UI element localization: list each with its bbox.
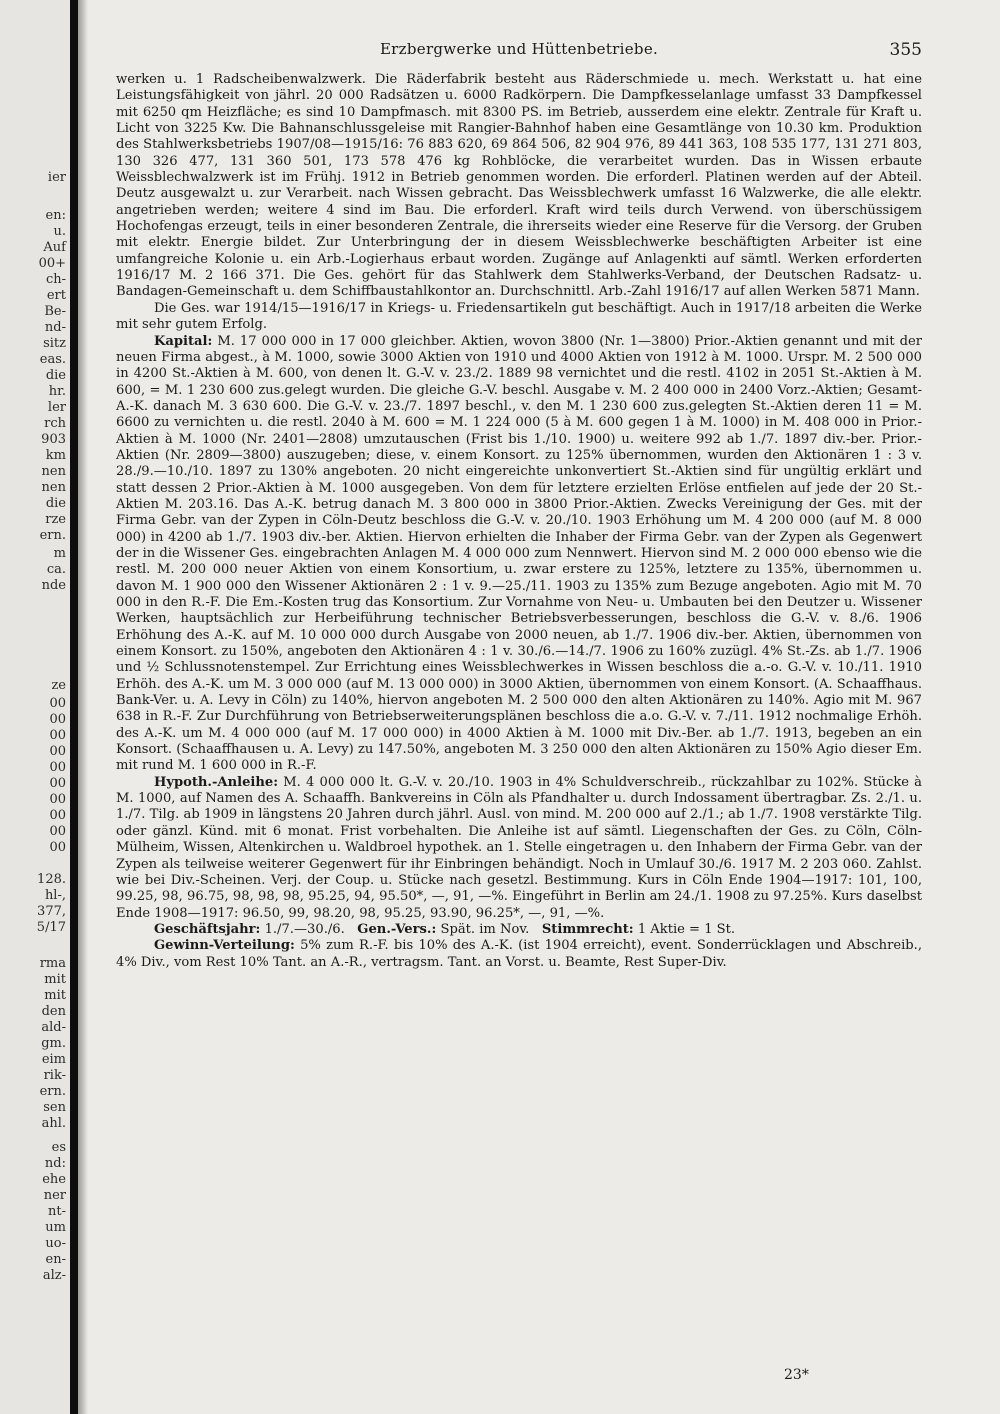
running-header [116, 40, 922, 64]
margin-fragment: 00 [49, 792, 66, 807]
margin-fragment: 377, [37, 904, 66, 919]
margin-fragment: rma [39, 956, 66, 971]
paragraph-text: M. 17 000 000 in 17 000 gleichber. Aktien, wovon 3800 (Nr. 1—3800) Prior.-Aktien genannt und mit der neuen Firma abgest., à M. 1000, sowie 3000 Aktien von 1910 und 4000 Aktien von 1912 à M. 1000. Urspr. M. 2 500 000 in 4200 St.-Aktien à M. 600, von denen lt. G.-V. v. 23./2. 1889 98 vernichtet und die restl. 4102 in 2051 St.-Aktien à M. 600, = M. 1 230 600 zus.gelegt wurden. Die gleiche G.-V. beschl. Ausgabe v. M. 2 400 000 in 2400 Vorz.-Aktien; Gesamt-A.-K. danach M. 3 630 600. Die G.-V. v. 23./7. 1897 beschl., v. den M. 1 230 600 zus.gelegten St.-Aktien deren 11 = M. 6600 zu vernichten u. die restl. 2040 à M. 600 = M. 1 224 000 (5 à M. 600 gegen 1 à M. 1000) in M. 408 000 in Prior.-Aktien à M. 1000 (Nr. 2401—2808) umzutauschen (Frist bis 1./10. 1900) u. weitere 992 ab 1./7. 1897 div.-ber. Prior.-Aktien (Nr. 2809—3800) auszugeben; diese, v. einem Konsort. zu 125% übernommen, wurden den Aktionären 1 : 3 v. 28./9.—10./10. 1897 zu 130% angeboten. 20 nicht eingereichte unkonvertiert St.-Aktien sind für ungültig erklärt und statt dessen 2 Prior.-Aktien à M. 1000 ausgegeben. Von dem für letztere erzielten Erlöse entfielen auf jede der 20 St.-Aktien M. 203.16. Das A.-K. betrug danach M. 3 800 000 in 3800 Prior.-Aktien. Zwecks Vereinigung der Ges. mit der Firma Gebr. van der Zypen in Cöln-Deutz beschloss die G.-V. v. 20./10. 1903 Erhöhung um M. 4 200 000 (auf M. 8 000 000) in 4200 ab 1./7. 1903 div.-ber. Aktien. Hiervon erhielten die Inhaber der Firma Gebr. van der Zypen als Gegenwert der in die Wissener Ges. eingebrachten Anlagen M. 4 000 000 zum Nennwert. Hiervon sind M. 2 000 000 ebenso wie die restl. M. 200 000 neuer Aktien von einem Konsortium, u. zwar erstere zu 125%, letztere zu 135%, übernommen u. davon M. 1 900 000 den Wissener Aktionären 2 : 1 v. 9.—25./11. 1903 zu 135% zum Bezuge angeboten. Agio mit M. 70 000 in den R.-F. Die Em.-Kosten trug das Konsortium. Zur Vornahme von Neu- u. Umbauten bei den Deutzer u. Wissener Werken, hauptsächlich zur Herbeiführung technischer Betriebsverbesserungen, beschloss die G.-V. v. 8./6. 1906 Erhöhung des A.-K. auf M. 10 000 000 durch Ausgabe von 2000 neuen, ab 1./7. 1906 div.-ber. Aktien, übernommen von einem Konsort. zu 150%, angeboten den Aktionären 4 : 1 v. 30./6.—14./7. 1906 zu 160% zuzügl. 4% St.-Zs. ab 1./7. 1906 und ½ Schlussnotenstempel. Zur Errichtung eines Weissblechwerkes in Wissen beschloss die a.-o. G.-V. v. 10./11. 1910 Erhöh. des A.-K. um M. 3 000 000 (auf M. 13 000 000) in 3000 Aktien, übernommen von einem Konsort. (A. Schaaffhaus. Bank-Ver. u. A. Levy in Cöln) zu 140%, hiervon angeboten M. 2 500 000 den alten Aktionären zu 140%. Agio mit M. 967 638 in R.-F. Zur Durchführung von Betriebserweiterungsplänen beschloss die a.o. G.-V. v. 7./11. 1912 nochmalige Erhöh. des A.-K. um M. 4 000 000 (auf M. 17 000 000) in 4000 Aktien à M. 1000 mit Div.-Ber. ab 1./7. 1913, begeben an ein Konsort. (Schaaffhausen u. A. Levy) zu 147.50%, angeboten M. 3 250 000 den alten Aktionären zu 150% Agio dieser Em. mit rund M. 1 600 000 in R.-F. [116, 333, 922, 774]
margin-fragment: sitz [43, 336, 66, 351]
margin-fragment: Auf [43, 240, 66, 255]
margin-fragment: 00+ [38, 256, 66, 271]
margin-fragment: die [45, 496, 66, 511]
margin-fragment: sen [43, 1100, 66, 1115]
margin-fragment: 00 [49, 696, 66, 711]
paragraph-employment [116, 301, 922, 334]
margin-fragment: nd- [44, 320, 66, 335]
section-lead-hypothek: Hypoth.-Anleihe: [154, 774, 279, 790]
paragraph-kapital [116, 334, 922, 775]
margin-fragment: 00 [49, 824, 66, 839]
margin-fragment: 00 [49, 760, 66, 775]
paragraph-text: Spät. im Nov. [440, 921, 530, 937]
section-lead-geschaeftsjahr: Geschäftsjahr: [154, 921, 261, 937]
margin-fragment: ner [43, 1188, 66, 1203]
margin-fragment: 128. [37, 872, 66, 887]
margin-fragment: 00 [49, 712, 66, 727]
margin-fragment: eim [41, 1052, 66, 1067]
page-content [116, 40, 922, 971]
margin-fragment: uo- [45, 1236, 66, 1251]
paragraph-works [116, 72, 922, 301]
paragraph-text: 5% zum R.-F. bis 10% des A.-K. (ist 1904 erreicht), event. Sonderrücklagen und Abschreib., 4% Div., vom Rest 10% Tant. an A.-R., vertragsm. Tant. an Vorst. u. Beamte, Rest Super-Div. [116, 938, 922, 970]
margin-fragment: 00 [49, 728, 66, 743]
paragraph-text: werken u. 1 Radscheibenwalzwerk. Die Räderfabrik besteht aus Räderschmiede u. mech. Werkstatt u. hat eine Leistungsfähigkeit von jährl. 20 000 Radsätzen u. 6000 Radkörpern. Die Dampfkesselanlage umfasst 33 Dampfkessel mit 6250 qm Heizfläche; es sind 10 Dampfmasch. mit 8300 PS. im Betrieb, ausserdem eine elektr. Zentrale für Kraft u. Licht von 3225 Kw. Die Bahnanschlussgeleise mit Rangier-Bahnhof haben eine Gesamtlänge von 10.30 km. Produktion des Stahlwerksbetriebs 1907/08—1915/16: 76 883 620, 69 864 506, 82 904 976, 89 441 363, 108 535 177, 131 271 803, 130 326 477, 131 360 501, 173 578 476 kg Rohblöcke, die verarbeitet wurden. Das in Wissen erbaute Weissblechwalzwerk ist im Frühj. 1912 in Betrieb genommen worden. Die erforderl. Platinen werden auf der Abteil. Deutz ausgewalzt u. zur Verarbeit. nach Wissen gebracht. Das Weissblechwerk umfasst 16 Walzwerke, die alle elektr. angetrieben werden; weitere 4 sind im Bau. Die erforderl. Kraft wird teils durch Verwend. von überschüssigem Hochofengas erzeugt, teils in einer besonderen Zentrale, die ihrerseits wieder eine Reserve für die Versorg. der Gruben mit elektr. Energie bildet. Zur Unterbringung der in diesem Weissblechwerke beschäftigten Arbeiter ist eine umfangreiche Kolonie u. ein Arb.-Logierhaus erbaut worden. Zugänge auf Anlagenkti auf sämtl. Werken erforderten 1916/17 M. 2 166 371. Die Ges. gehört für das Stahlwerk dem Stahlwerks-Verband, der Deutschen Radsatz- u. Bandagen-Gemeinschaft u. dem Schiffbaustahlkontor an. Durchschnittl. Arb.-Zahl 1916/17 auf allen Werken 5871 Mann. [116, 72, 922, 300]
margin-fragment: 5/17 [36, 920, 66, 935]
margin-fragment: km [45, 448, 66, 463]
page-number: 355 [889, 40, 922, 60]
margin-fragment: ahl. [41, 1116, 66, 1131]
margin-fragment: hr. [48, 384, 66, 399]
margin-fragment: alz- [42, 1268, 66, 1283]
margin-fragment: ert [46, 288, 66, 303]
margin-fragment: ze [51, 678, 66, 693]
margin-fragment: ern. [39, 528, 66, 543]
margin-fragment: nd: [44, 1156, 66, 1171]
margin-fragment: ch- [45, 272, 66, 287]
margin-fragment: 00 [49, 840, 66, 855]
margin-fragment: die [45, 368, 66, 383]
paragraph-hypothek [116, 775, 922, 922]
margin-fragment: mit [44, 972, 66, 987]
margin-fragment: m [53, 546, 66, 561]
paragraph-text: Die Ges. war 1914/15—1916/17 in Kriegs- u. Friedensartikeln gut beschäftigt. Auch in 1917/18 arbeiten die Werke mit sehr gutem Erfolg. [116, 300, 922, 333]
margin-fragment: ald- [41, 1020, 66, 1035]
paragraph-text: 1./7.—30./6. [264, 921, 345, 937]
margin-fragment: ehe [42, 1172, 66, 1187]
margin-fragment: ca. [46, 562, 66, 577]
margin-fragment: rch [44, 416, 66, 431]
paragraph-text: M. 4 000 000 lt. G.-V. v. 20./10. 1903 in 4% Schuldverschreib., rückzahlbar zu 102%. Stücke à M. 1000, auf Namen des A. Schaaffh. Bankvereins in Cöln als Pfandhalter u. durch Indossament übertragbar. Zs. 2./1. u. 1./7. Tilg. ab 1909 in längstens 20 Jahren durch jährl. Ausl. von mind. M. 200 000 auf 2./1.; ab 1./7. 1908 verstärkte Tilg. oder gänzl. Künd. mit 6 monat. Frist vorbehalten. Die Anleihe ist auf sämtl. Liegenschaften der Ges. zu Cöln, Cöln-Mülheim, Wissen, Altenkirchen u. Waldbroel hypothek. an 1. Stelle eingetragen u. den Inhabern der Firma Gebr. van der Zypen als teilweise weiterer Gegenwert für ihr Einbringen behändigt. Noch in Umlauf 30./6. 1917 M. 2 203 060. Zahlst. wie bei Div.-Scheinen. Verj. der Coup. u. Stücke nach gesetzl. Bestimmung. Kurs in Cöln Ende 1904—1917: 101, 100, 99.25, 98, 96.75, 98, 98, 98, 95.25, 94, 95.50*, —, 91, —%. Eingeführt in Berlin am 24./1. 1908 zu 97.25%. Kurs daselbst Ende 1908—1917: 96.50, 99, 98.20, 98, 95.25, 93.90, 96.25*, —, 91, —%. [116, 774, 922, 921]
body-text [116, 72, 922, 971]
margin-fragment: gm. [41, 1036, 66, 1051]
section-lead-kapital: Kapital: [154, 333, 213, 349]
margin-fragment: um [45, 1220, 66, 1235]
margin-fragment: 00 [49, 776, 66, 791]
margin-fragment: ern. [39, 1084, 66, 1099]
margin-fragment: en: [45, 208, 66, 223]
margin-fragment: nt- [48, 1204, 66, 1219]
section-lead-genvers: Gen.-Vers.: [357, 921, 437, 937]
margin-fragment: 903 [41, 432, 66, 447]
paragraph-geschaeftsjahr [116, 922, 922, 938]
margin-fragment: rik- [43, 1068, 66, 1083]
gutter-shadow [78, 0, 88, 1414]
margin-fragment: nen [41, 464, 66, 479]
section-lead-gewinn: Gewinn-Verteilung: [154, 938, 295, 954]
margin-fragment: u. [53, 224, 66, 239]
margin-fragment: ier [47, 170, 66, 185]
margin-fragment: 00 [49, 744, 66, 759]
book-gutter [70, 0, 78, 1414]
margin-fragment: hl-, [44, 888, 66, 903]
paragraph-gewinn [116, 938, 922, 971]
section-lead-stimmrecht: Stimmrecht: [541, 921, 634, 937]
margin-fragment: Be- [44, 304, 66, 319]
margin-fragment: 00 [49, 808, 66, 823]
header-title: Erzbergwerke und Hüttenbetriebe. [379, 40, 659, 58]
margin-fragment: mit [44, 988, 66, 1003]
margin-fragment: den [41, 1004, 66, 1019]
margin-fragment: es [51, 1140, 66, 1155]
margin-fragment: ler [47, 400, 66, 415]
signature-mark: 23* [784, 1367, 809, 1383]
margin-fragment: nde [41, 578, 66, 593]
margin-fragment: nen [41, 480, 66, 495]
adjacent-page-fragment [0, 0, 70, 1414]
margin-fragment: rze [45, 512, 66, 527]
margin-fragment: eas. [39, 352, 66, 367]
margin-fragment: en- [45, 1252, 66, 1267]
paragraph-text: 1 Aktie = 1 St. [637, 921, 736, 937]
